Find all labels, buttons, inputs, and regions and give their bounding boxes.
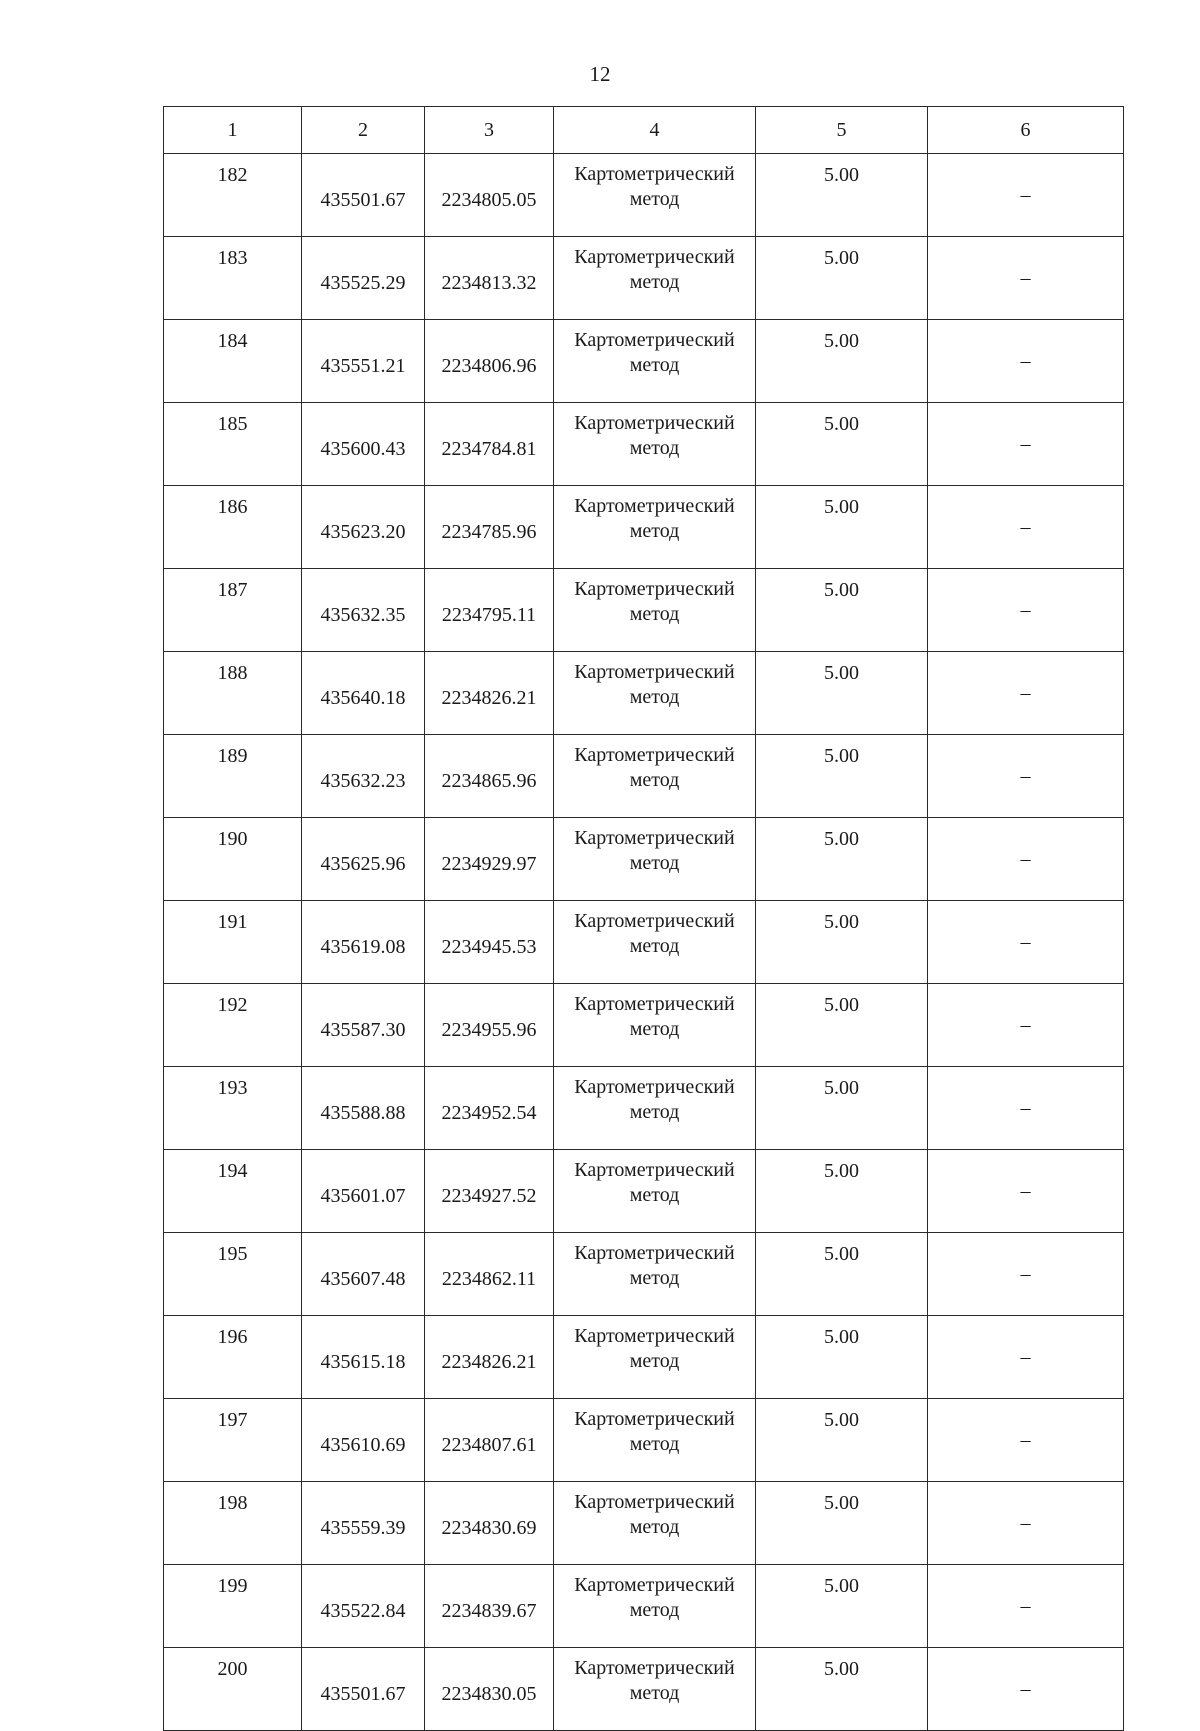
- table-row: [164, 1150, 1124, 1233]
- method-line-2: метод: [629, 437, 680, 459]
- method-line-2: метод: [629, 1682, 680, 1704]
- coordinate-x: 435551.21: [302, 320, 425, 403]
- coordinate-y: 2234813.32: [425, 237, 554, 320]
- note-dash: –: [1020, 515, 1031, 538]
- accuracy-value: 5.00: [756, 237, 928, 320]
- table-row: [164, 652, 1124, 735]
- note-dash: –: [1020, 1013, 1031, 1036]
- coordinate-x: 435607.48: [302, 1233, 425, 1316]
- header-col-3: 3: [425, 107, 554, 154]
- accuracy-value: 5.00: [756, 1565, 928, 1648]
- coordinate-x: 435619.08: [302, 901, 425, 984]
- method-line-1: Картометрический: [574, 329, 735, 351]
- method-line-2: метод: [629, 852, 680, 874]
- coordinate-y: 2234795.11: [425, 569, 554, 652]
- method-cell: [554, 1316, 756, 1399]
- method-cell: [554, 1233, 756, 1316]
- method-line-2: метод: [629, 520, 680, 542]
- note-cell: [928, 1150, 1124, 1233]
- note-cell: [928, 1399, 1124, 1482]
- accuracy-value: 5.00: [756, 486, 928, 569]
- method-line-2: метод: [629, 1433, 680, 1455]
- coordinate-y: 2234807.61: [425, 1399, 554, 1482]
- method-line-2: метод: [629, 686, 680, 708]
- point-number: 197: [164, 1399, 302, 1482]
- method-line-1: Картометрический: [574, 1242, 735, 1264]
- coordinate-x: 435588.88: [302, 1067, 425, 1150]
- method-line-1: Картометрический: [574, 744, 735, 766]
- coordinate-x: 435601.07: [302, 1150, 425, 1233]
- method-line-1: Картометрический: [574, 1076, 735, 1098]
- coordinate-x: 435501.67: [302, 154, 425, 237]
- table-row: [164, 1565, 1124, 1648]
- coordinate-y: 2234784.81: [425, 403, 554, 486]
- point-number: 192: [164, 984, 302, 1067]
- note-cell: [928, 154, 1124, 237]
- method-line-1: Картометрический: [574, 661, 735, 683]
- accuracy-value: 5.00: [756, 1482, 928, 1565]
- coordinate-x: 435623.20: [302, 486, 425, 569]
- point-number: 198: [164, 1482, 302, 1565]
- accuracy-value: 5.00: [756, 818, 928, 901]
- method-cell: [554, 1565, 756, 1648]
- method-line-1: Картометрический: [574, 993, 735, 1015]
- coordinate-y: 2234826.21: [425, 1316, 554, 1399]
- note-dash: –: [1020, 266, 1031, 289]
- note-dash: –: [1020, 1428, 1031, 1451]
- note-dash: –: [1020, 1594, 1031, 1617]
- note-cell: [928, 652, 1124, 735]
- method-line-2: метод: [629, 769, 680, 791]
- table-row: [164, 403, 1124, 486]
- method-line-1: Картометрический: [574, 163, 735, 185]
- point-number: 193: [164, 1067, 302, 1150]
- method-line-2: метод: [629, 354, 680, 376]
- note-dash: –: [1020, 681, 1031, 704]
- table-row: [164, 486, 1124, 569]
- note-cell: [928, 237, 1124, 320]
- note-cell: [928, 1316, 1124, 1399]
- table-row: [164, 237, 1124, 320]
- coordinate-y: 2234830.69: [425, 1482, 554, 1565]
- method-cell: [554, 1648, 756, 1731]
- method-line-2: метод: [629, 1101, 680, 1123]
- note-dash: –: [1020, 1096, 1031, 1119]
- point-number: 200: [164, 1648, 302, 1731]
- note-cell: [928, 1067, 1124, 1150]
- note-dash: –: [1020, 598, 1031, 621]
- coordinate-y: 2234826.21: [425, 652, 554, 735]
- note-dash: –: [1020, 1345, 1031, 1368]
- point-number: 183: [164, 237, 302, 320]
- method-cell: [554, 320, 756, 403]
- note-dash: –: [1020, 1677, 1031, 1700]
- method-line-1: Картометрический: [574, 910, 735, 932]
- method-cell: [554, 652, 756, 735]
- accuracy-value: 5.00: [756, 1648, 928, 1731]
- header-col-2: 2: [302, 107, 425, 154]
- method-line-2: метод: [629, 1018, 680, 1040]
- accuracy-value: 5.00: [756, 652, 928, 735]
- table-row: [164, 154, 1124, 237]
- note-dash: –: [1020, 930, 1031, 953]
- table-row: [164, 735, 1124, 818]
- table-row: [164, 901, 1124, 984]
- note-cell: [928, 984, 1124, 1067]
- method-line-2: метод: [629, 1350, 680, 1372]
- method-cell: [554, 1067, 756, 1150]
- note-dash: –: [1020, 1179, 1031, 1202]
- note-dash: –: [1020, 183, 1031, 206]
- coordinate-x: 435640.18: [302, 652, 425, 735]
- method-cell: [554, 818, 756, 901]
- note-dash: –: [1020, 764, 1031, 787]
- method-line-1: Картометрический: [574, 1159, 735, 1181]
- table-row: [164, 569, 1124, 652]
- coordinate-y: 2234806.96: [425, 320, 554, 403]
- table-row: [164, 1067, 1124, 1150]
- method-line-2: метод: [629, 1599, 680, 1621]
- note-dash: –: [1020, 1511, 1031, 1534]
- coordinate-y: 2234865.96: [425, 735, 554, 818]
- header-row: [164, 107, 1124, 154]
- method-line-2: метод: [629, 603, 680, 625]
- coordinate-y: 2234830.05: [425, 1648, 554, 1731]
- point-number: 188: [164, 652, 302, 735]
- page-number: 12: [589, 62, 611, 86]
- point-number: 191: [164, 901, 302, 984]
- point-number: 187: [164, 569, 302, 652]
- coordinate-y: 2234927.52: [425, 1150, 554, 1233]
- coordinate-x: 435501.67: [302, 1648, 425, 1731]
- point-number: 182: [164, 154, 302, 237]
- coordinate-y: 2234862.11: [425, 1233, 554, 1316]
- accuracy-value: 5.00: [756, 403, 928, 486]
- method-line-2: метод: [629, 935, 680, 957]
- coordinate-x: 435610.69: [302, 1399, 425, 1482]
- method-cell: [554, 237, 756, 320]
- coordinate-x: 435625.96: [302, 818, 425, 901]
- header-col-4: 4: [554, 107, 756, 154]
- table-row: [164, 1316, 1124, 1399]
- method-line-1: Картометрический: [574, 1574, 735, 1596]
- method-line-2: метод: [629, 1516, 680, 1538]
- coordinate-x: 435522.84: [302, 1565, 425, 1648]
- method-line-2: метод: [629, 188, 680, 210]
- method-line-1: Картометрический: [574, 1491, 735, 1513]
- point-number: 189: [164, 735, 302, 818]
- point-number: 196: [164, 1316, 302, 1399]
- header-col-5: 5: [756, 107, 928, 154]
- table-body: [164, 154, 1124, 1731]
- method-cell: [554, 1482, 756, 1565]
- method-cell: [554, 735, 756, 818]
- note-cell: [928, 320, 1124, 403]
- accuracy-value: 5.00: [756, 1233, 928, 1316]
- coordinate-x: 435615.18: [302, 1316, 425, 1399]
- method-line-1: Картометрический: [574, 412, 735, 434]
- method-line-2: метод: [629, 1184, 680, 1206]
- point-number: 185: [164, 403, 302, 486]
- accuracy-value: 5.00: [756, 1399, 928, 1482]
- accuracy-value: 5.00: [756, 1316, 928, 1399]
- table-row: [164, 984, 1124, 1067]
- coordinate-y: 2234839.67: [425, 1565, 554, 1648]
- coordinate-y: 2234952.54: [425, 1067, 554, 1150]
- note-cell: [928, 1482, 1124, 1565]
- coordinate-x: 435559.39: [302, 1482, 425, 1565]
- method-cell: [554, 154, 756, 237]
- coordinate-y: 2234785.96: [425, 486, 554, 569]
- method-line-1: Картометрический: [574, 495, 735, 517]
- note-cell: [928, 818, 1124, 901]
- header-col-1: 1: [164, 107, 302, 154]
- method-line-2: метод: [629, 1267, 680, 1289]
- note-cell: [928, 1233, 1124, 1316]
- method-cell: [554, 486, 756, 569]
- point-number: 194: [164, 1150, 302, 1233]
- coordinate-y: 2234945.53: [425, 901, 554, 984]
- method-cell: [554, 403, 756, 486]
- method-line-1: Картометрический: [574, 1325, 735, 1347]
- method-cell: [554, 1150, 756, 1233]
- coordinate-y: 2234929.97: [425, 818, 554, 901]
- method-line-1: Картометрический: [574, 246, 735, 268]
- coordinates-table: [163, 106, 1124, 1731]
- note-cell: [928, 1565, 1124, 1648]
- note-cell: [928, 486, 1124, 569]
- note-dash: –: [1020, 1262, 1031, 1285]
- method-line-2: метод: [629, 271, 680, 293]
- method-line-1: Картометрический: [574, 1657, 735, 1679]
- table-row: [164, 1482, 1124, 1565]
- accuracy-value: 5.00: [756, 569, 928, 652]
- coordinate-y: 2234805.05: [425, 154, 554, 237]
- method-cell: [554, 569, 756, 652]
- table-row: [164, 1648, 1124, 1731]
- coordinate-x: 435600.43: [302, 403, 425, 486]
- note-dash: –: [1020, 432, 1031, 455]
- coordinate-x: 435632.23: [302, 735, 425, 818]
- accuracy-value: 5.00: [756, 1067, 928, 1150]
- method-cell: [554, 1399, 756, 1482]
- note-cell: [928, 735, 1124, 818]
- method-line-1: Картометрический: [574, 1408, 735, 1430]
- table-row: [164, 818, 1124, 901]
- coordinate-x: 435587.30: [302, 984, 425, 1067]
- coordinate-x: 435632.35: [302, 569, 425, 652]
- accuracy-value: 5.00: [756, 154, 928, 237]
- point-number: 184: [164, 320, 302, 403]
- note-cell: [928, 901, 1124, 984]
- coordinate-y: 2234955.96: [425, 984, 554, 1067]
- note-dash: –: [1020, 349, 1031, 372]
- accuracy-value: 5.00: [756, 735, 928, 818]
- table-row: [164, 320, 1124, 403]
- table-row: [164, 1233, 1124, 1316]
- note-cell: [928, 1648, 1124, 1731]
- note-dash: –: [1020, 847, 1031, 870]
- accuracy-value: 5.00: [756, 984, 928, 1067]
- accuracy-value: 5.00: [756, 1150, 928, 1233]
- accuracy-value: 5.00: [756, 901, 928, 984]
- note-cell: [928, 403, 1124, 486]
- point-number: 195: [164, 1233, 302, 1316]
- header-col-6: 6: [928, 107, 1124, 154]
- point-number: 199: [164, 1565, 302, 1648]
- accuracy-value: 5.00: [756, 320, 928, 403]
- method-cell: [554, 984, 756, 1067]
- point-number: 186: [164, 486, 302, 569]
- coordinate-x: 435525.29: [302, 237, 425, 320]
- point-number: 190: [164, 818, 302, 901]
- method-line-1: Картометрический: [574, 578, 735, 600]
- note-cell: [928, 569, 1124, 652]
- table-row: [164, 1399, 1124, 1482]
- method-line-1: Картометрический: [574, 827, 735, 849]
- method-cell: [554, 901, 756, 984]
